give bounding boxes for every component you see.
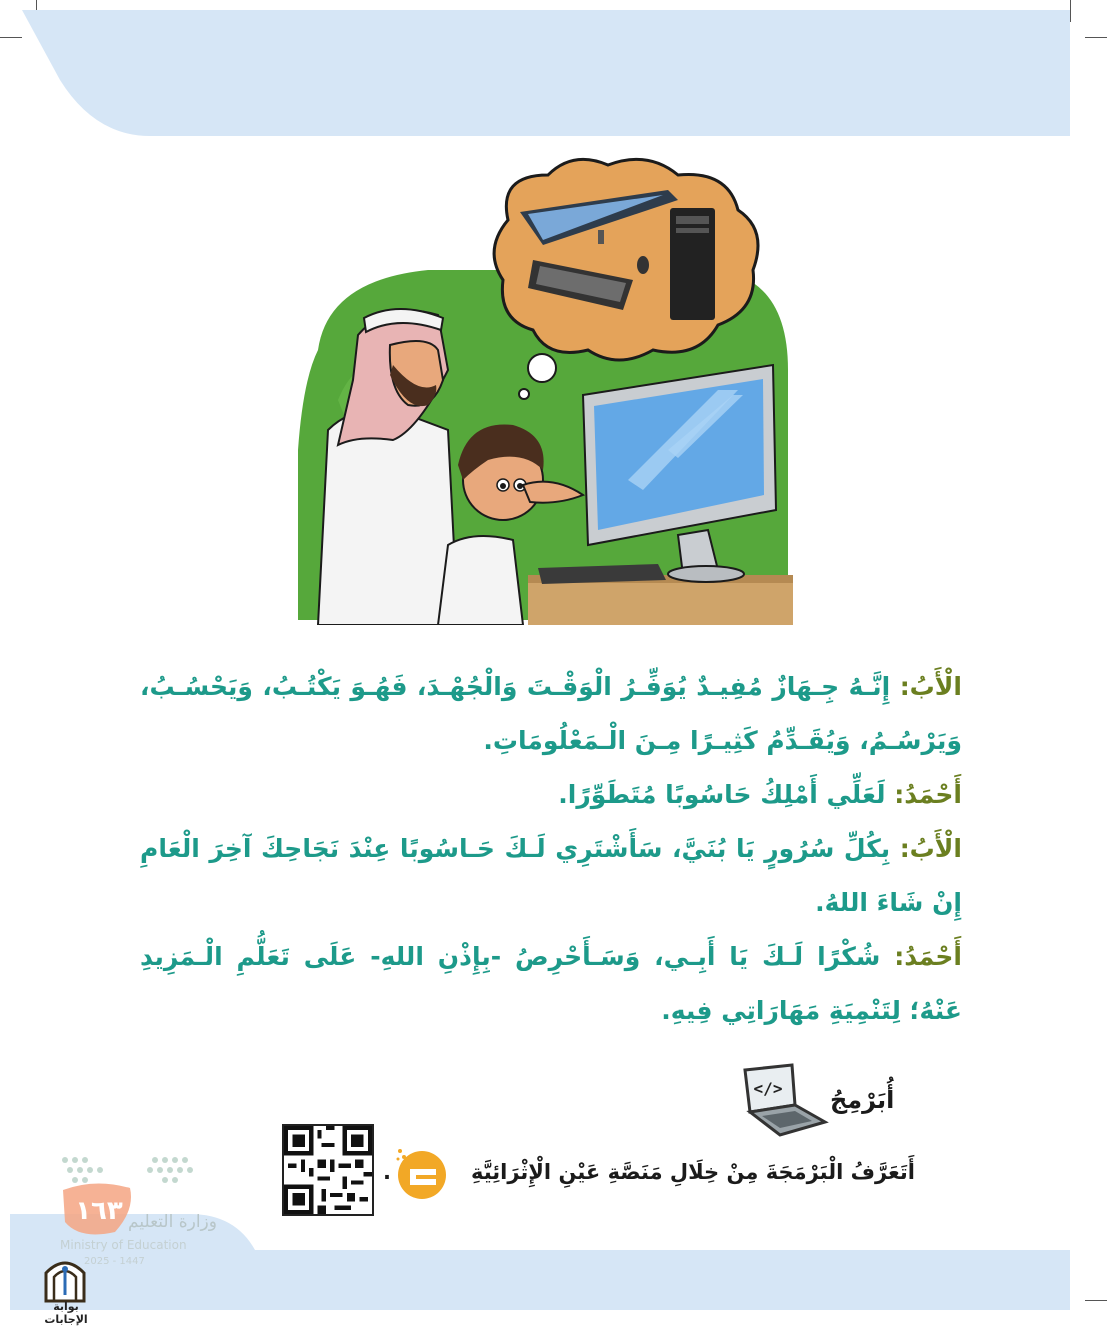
programming-title: أُبَرْمِجُ <box>830 1086 895 1114</box>
qr-code[interactable] <box>282 1124 374 1216</box>
programming-description <box>450 1160 915 1184</box>
dialogue-line <box>140 660 962 768</box>
father-son-computer-illustration <box>298 150 798 625</box>
speaker-label: أَحْمَدُ: <box>894 942 962 971</box>
dialogue-line <box>140 930 962 1038</box>
laptop-code-icon <box>740 1060 830 1140</box>
speaker-label: الْأَبُ: <box>899 672 962 701</box>
dialogue-text-content: شُكْرًا لَـكَ يَا أَبِـي، وَسَـأَحْرِصُ -بِإِذْنِ اللهِ- عَلَى تَعَلُّمِ الْـمَزِيدِ عَنْهُ؛ لِتَنْمِيَةِ مَهَارَاتِي فِيهِ. <box>140 942 962 1025</box>
dialogue-text-content: بِكُلِّ سُرُورٍ يَا بُنَيَّ، سَأَشْتَرِي لَـكَ حَـاسُوبًا عِنْدَ نَجَاحِكَ آخِرَ الْعَامِ إِنْ شَاءَ اللهُ. <box>140 834 962 917</box>
ein-platform-logo[interactable] <box>392 1145 448 1201</box>
top-decorative-band <box>0 0 1107 140</box>
dialogue-line <box>140 768 962 822</box>
dialogue-text-content: إِنَّـهُ جِـهَازٌ مُفِيـدٌ يُوَفِّـرُ الْوَقْـتَ وَالْجُهْـدَ، فَهُـوَ يَكْتُـبُ، وَيَحْسُـبُ، وَيَرْسُـمُ، وَيُقَـدِّمُ كَثِيـرًا مِـنَ الْـمَعْلُومَاتِ. <box>140 672 962 755</box>
dialogue-text <box>140 660 962 1038</box>
programming-line-text: أَتَعَرَّفُ الْبَرْمَجَةَ مِنْ خِلَالِ مَنَصَّةِ عَيْنِ الْإِثْرَائِيَّةِ <box>470 1160 915 1184</box>
ministry-name-ar: وزارة التعليم <box>128 1212 217 1232</box>
code-icon-label: </> <box>753 1079 783 1098</box>
edition-year: 2025 - 1447 <box>84 1256 145 1267</box>
dialogue-line <box>140 822 962 930</box>
speaker-label: أَحْمَدُ: <box>894 780 962 809</box>
gate-text: بوابة الإجابات <box>44 1300 88 1326</box>
speaker-label: الْأَبُ: <box>899 834 962 863</box>
dialogue-text-content: لَعَلِّي أَمْلِكُ حَاسُوبًا مُتَطَوِّرًا. <box>558 780 895 809</box>
programming-line-period: . <box>383 1160 391 1184</box>
gate-logo <box>40 1255 90 1303</box>
page-number: ١٦٣ <box>75 1196 123 1226</box>
ministry-name-en: Ministry of Education <box>60 1238 187 1252</box>
